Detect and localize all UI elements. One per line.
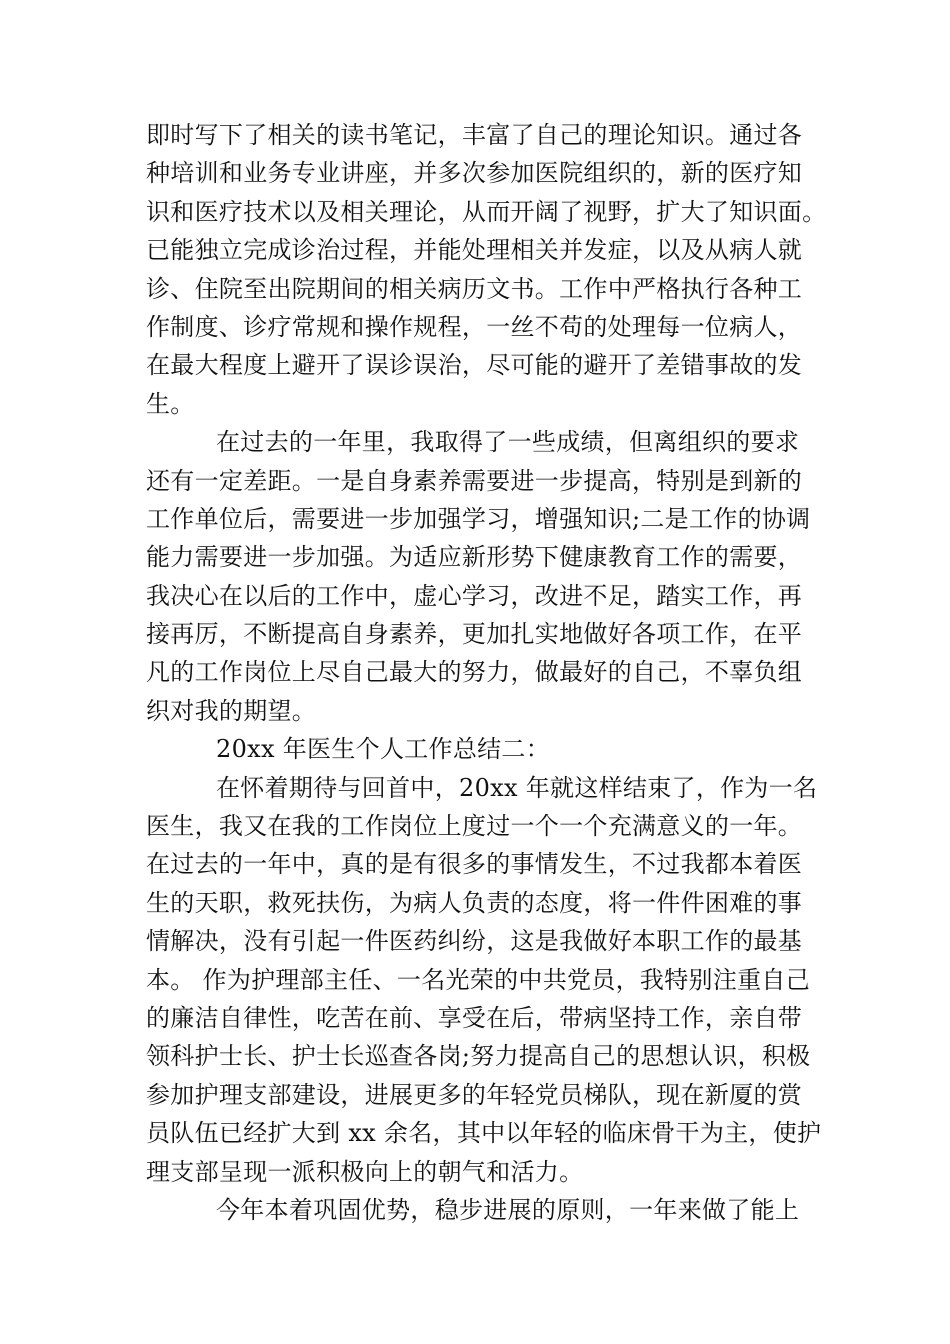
text-line: 在怀着期待与回首中，20xx 年就这样结束了，作为一名	[216, 773, 818, 802]
text-line: 在过去的一年中，真的是有很多的事情发生，不过我都本着医	[146, 850, 803, 879]
text-line: 作制度、诊疗常规和操作规程，一丝不苟的处理每一位病人，	[146, 312, 803, 341]
text-line: 我决心在以后的工作中，虚心学习，改进不足，踏实工作，再	[146, 581, 803, 610]
text-line: 能力需要进一步加强。为适应新形势下健康教育工作的需要，	[146, 543, 803, 572]
text-line: 参加护理支部建设，进展更多的年轻党员梯队，现在新厦的赏	[146, 1080, 803, 1109]
text-line: 生。	[146, 389, 195, 418]
text-line: 已能独立完成诊治过程，并能处理相关并发症，以及从病人就	[146, 236, 803, 265]
text-line: 在过去的一年里，我取得了一些成绩，但离组织的要求	[216, 428, 800, 457]
text-line: 领科护士长、护士长巡查各岗;努力提高自己的思想认识，积极	[146, 1042, 811, 1071]
text-line: 在最大程度上避开了误诊误治，尽可能的避开了差错事故的发	[146, 351, 803, 380]
text-line: 医生，我又在我的工作岗位上度过一个一个充满意义的一年。	[146, 812, 803, 841]
text-line: 凡的工作岗位上尽自己最大的努力，做最好的自己，不辜负组	[146, 658, 803, 687]
text-line: 工作单位后，需要进一步加强学习，增强知识;二是工作的协调	[146, 504, 811, 533]
text-line: 生的天职，救死扶伤，为病人负责的态度，将一件件困难的事	[146, 888, 803, 917]
text-line: 20xx 年医生个人工作总结二：	[216, 735, 551, 764]
text-line: 理支部呈现一派积极向上的朝气和活力。	[146, 1157, 584, 1186]
text-line: 接再厉，不断提高自身素养，更加扎实地做好各项工作，在平	[146, 620, 803, 649]
text-line: 种培训和业务专业讲座，并多次参加医院组织的，新的医疗知	[146, 159, 803, 188]
text-line: 即时写下了相关的读书笔记，丰富了自己的理论知识。通过各	[146, 121, 803, 149]
text-line: 本。 作为护理部主任、一名光荣的中共党员，我特别注重自己	[146, 965, 811, 994]
text-line: 织对我的期望。	[146, 696, 317, 725]
document-body	[146, 116, 827, 1229]
text-line: 员队伍已经扩大到 xx 余名，其中以年轻的临床骨干为主，使护	[146, 1119, 822, 1148]
text-line: 情解决，没有引起一件医药纠纷，这是我做好本职工作的最基	[146, 927, 803, 956]
text-line: 的廉洁自律性，吃苦在前、享受在后，带病坚持工作，亲自带	[146, 1003, 803, 1032]
text-line: 还有一定差距。一是自身素养需要进一步提高，特别是到新的	[146, 466, 803, 495]
text-line: 诊、住院至出院期间的相关病历文书。工作中严格执行各种工	[146, 274, 803, 303]
text-line: 今年本着巩固优势，稳步进展的原则，一年来做了能上	[216, 1195, 800, 1224]
text-line: 识和医疗技术以及相关理论，从而开阔了视野，扩大了知识面。	[146, 197, 827, 226]
